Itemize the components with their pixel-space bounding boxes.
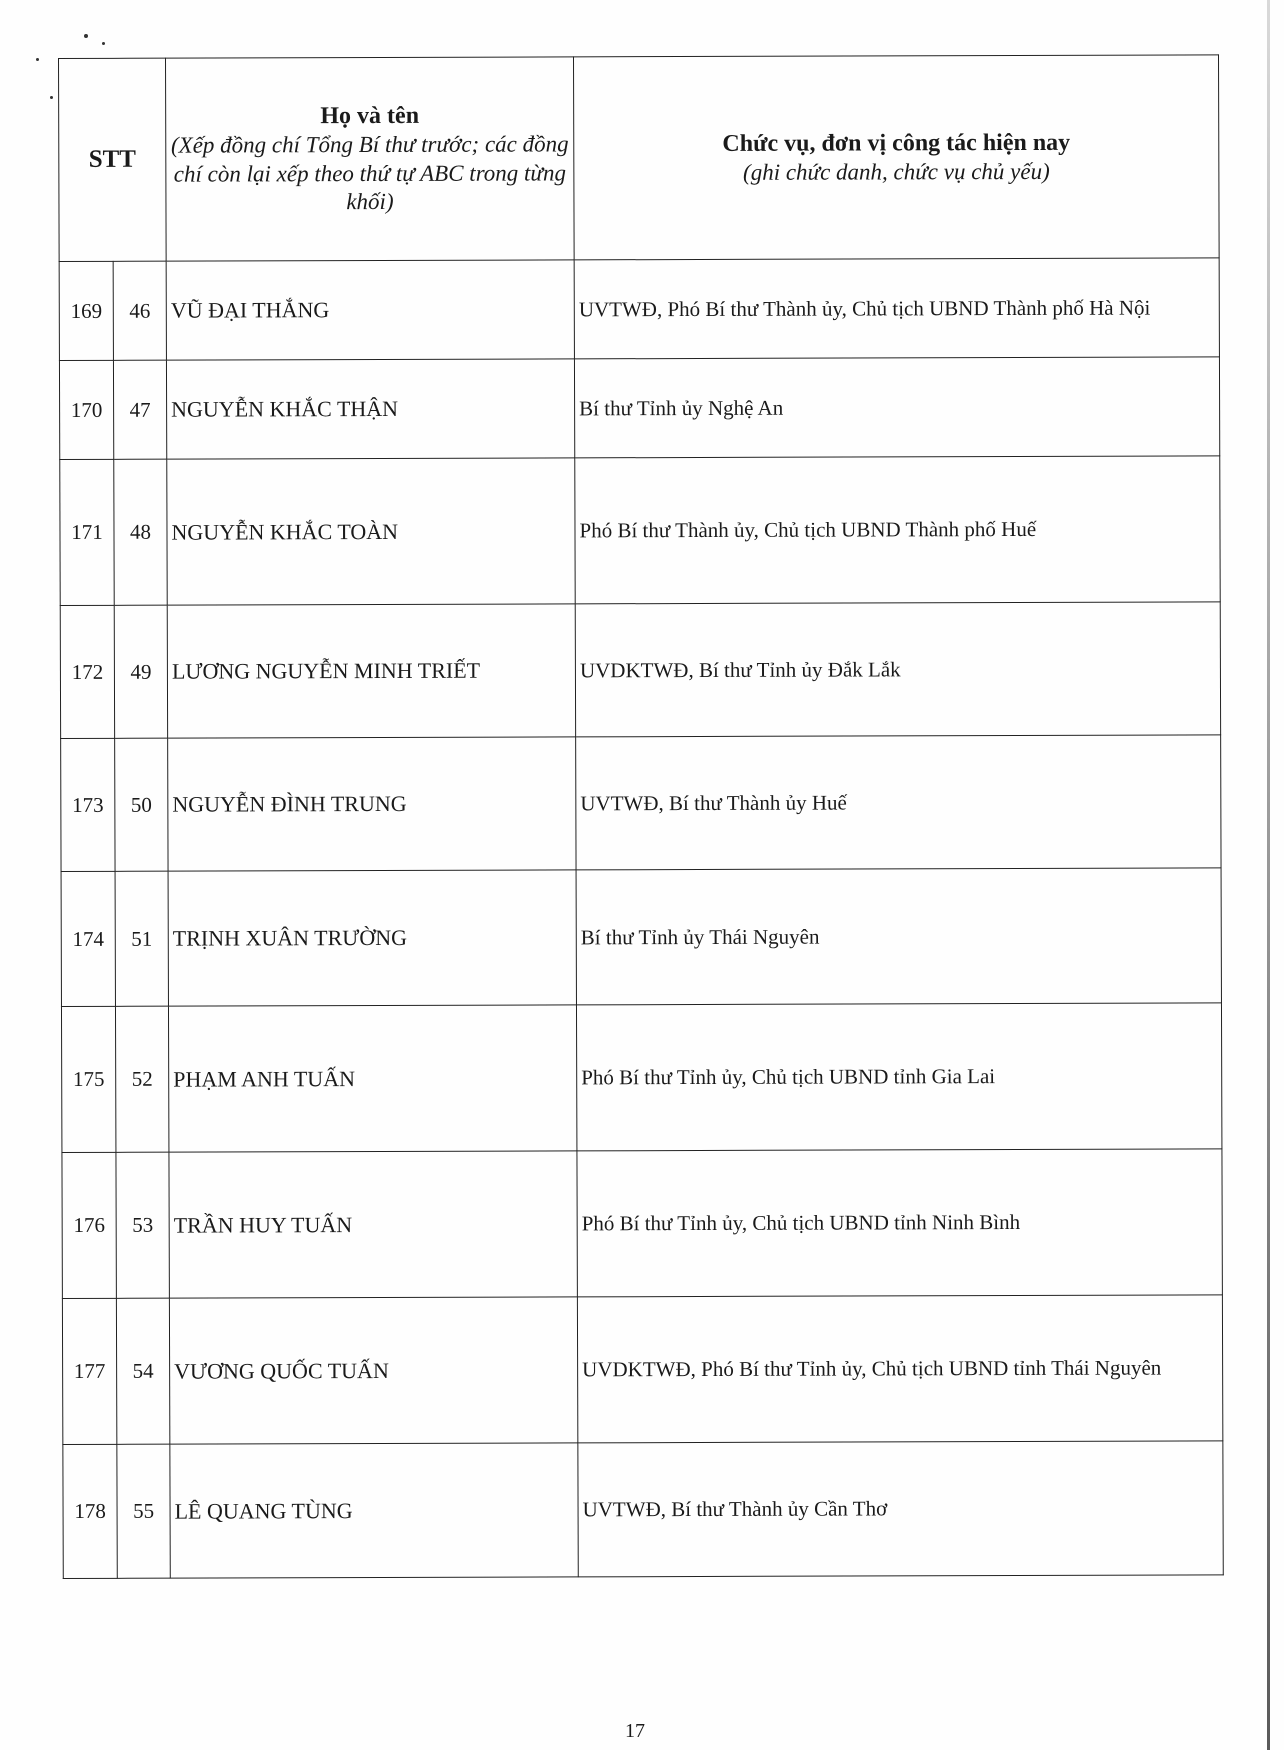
table-row <box>59 258 1219 361</box>
row-position: Bí thư Tỉnh ủy Thái Nguyên <box>576 868 1221 1005</box>
row-stt: 177 <box>62 1298 116 1444</box>
row-position: Phó Bí thư Tỉnh ủy, Chủ tịch UBND tỉnh Gia Lai <box>576 1003 1221 1151</box>
row-stt: 169 <box>59 261 113 360</box>
row-stt: 171 <box>60 459 114 605</box>
table-row <box>62 1149 1222 1299</box>
scan-speck <box>36 58 39 61</box>
table-row <box>62 1295 1222 1445</box>
table-row <box>60 456 1220 606</box>
row-name: VƯƠNG QUỐC TUẤN <box>169 1297 577 1444</box>
row-sub-number: 54 <box>116 1298 169 1444</box>
row-position: UVTWĐ, Bí thư Thành ủy Huế <box>576 735 1221 870</box>
name-header-note: (Xếp đồng chí Tổng Bí thư trước; các đồng chí còn lại xếp theo thứ tự ABC trong từng khối) <box>170 131 569 215</box>
row-stt: 172 <box>60 605 114 738</box>
position-header <box>574 55 1220 260</box>
row-name: PHẠM ANH TUẤN <box>168 1005 576 1152</box>
scan-speck <box>50 96 53 99</box>
row-sub-number: 52 <box>115 1006 168 1152</box>
row-sub-number: 48 <box>114 459 167 605</box>
row-stt: 174 <box>61 871 115 1006</box>
row-position: UVDKTWĐ, Phó Bí thư Tỉnh ủy, Chủ tịch UBND tỉnh Thái Nguyên <box>577 1295 1222 1443</box>
name-header-title: Họ và tên <box>320 102 420 130</box>
table-header-row <box>59 55 1220 262</box>
row-stt: 173 <box>61 738 115 871</box>
row-sub-number: 49 <box>114 605 167 738</box>
scan-speck <box>102 42 105 45</box>
table-row <box>59 357 1219 460</box>
row-sub-number: 53 <box>116 1152 169 1298</box>
row-position: Bí thư Tỉnh ủy Nghệ An <box>574 357 1219 458</box>
row-name: NGUYỄN ĐÌNH TRUNG <box>168 737 576 871</box>
row-name: LƯƠNG NGUYỄN MINH TRIẾT <box>167 604 575 738</box>
row-sub-number: 47 <box>113 360 166 459</box>
table-row <box>61 735 1221 872</box>
row-name: TRẦN HUY TUẤN <box>169 1151 577 1298</box>
row-name: VŨ ĐẠI THẮNG <box>166 260 574 360</box>
row-position: UVDKTWĐ, Bí thư Tỉnh ủy Đắk Lắk <box>575 602 1220 737</box>
table-row <box>63 1441 1223 1579</box>
row-position: UVTWĐ, Phó Bí thư Thành ủy, Chủ tịch UBND Thành phố Hà Nội <box>574 258 1219 359</box>
table-row <box>61 1003 1221 1153</box>
row-position: UVTWĐ, Bí thư Thành ủy Cần Thơ <box>578 1441 1223 1577</box>
row-stt: 178 <box>63 1444 117 1578</box>
row-position: Phó Bí thư Tỉnh ủy, Chủ tịch UBND tỉnh Ninh Bình <box>577 1149 1222 1297</box>
scan-speck <box>84 34 88 38</box>
row-sub-number: 46 <box>113 261 166 360</box>
row-stt: 175 <box>61 1006 115 1152</box>
row-name: NGUYỄN KHẮC TOÀN <box>167 458 575 605</box>
row-name: TRỊNH XUÂN TRƯỜNG <box>168 870 576 1006</box>
row-stt: 170 <box>59 360 113 459</box>
name-header <box>166 57 575 261</box>
row-sub-number: 55 <box>117 1444 170 1578</box>
row-name: NGUYỄN KHẮC THẬN <box>166 359 574 459</box>
row-stt: 176 <box>62 1152 116 1298</box>
position-header-note: (ghi chức danh, chức vụ chủ yếu) <box>742 158 1050 185</box>
position-header-title: Chức vụ, đơn vị công tác hiện nay <box>722 129 1071 157</box>
roster-table <box>58 54 1224 1579</box>
document-sheet <box>58 54 1223 1579</box>
stt-header: STT <box>59 58 167 261</box>
row-position: Phó Bí thư Thành ủy, Chủ tịch UBND Thành phố Huế <box>575 456 1220 604</box>
table-row <box>61 868 1221 1007</box>
page-number: 17 <box>625 1720 645 1742</box>
table-row <box>60 602 1220 739</box>
row-sub-number: 50 <box>115 738 168 871</box>
row-name: LÊ QUANG TÙNG <box>170 1443 578 1578</box>
page-edge-shadow <box>1267 0 1270 1750</box>
row-sub-number: 51 <box>115 871 168 1006</box>
